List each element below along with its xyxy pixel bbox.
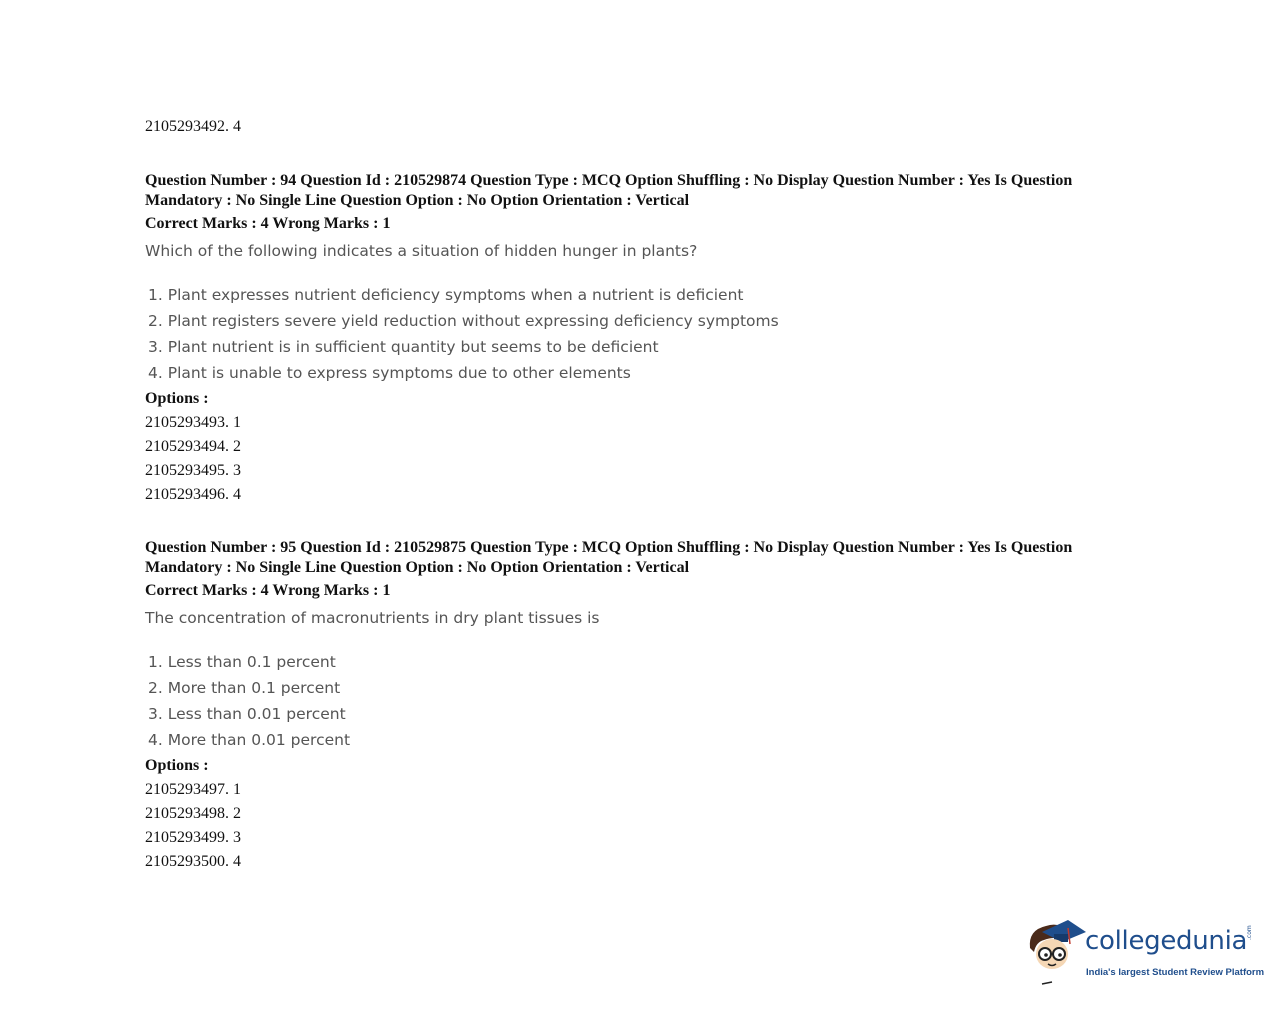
option-id: 2105293496. 4 <box>145 486 241 503</box>
answer-choice: 2. More than 0.1 percent <box>148 679 341 697</box>
option-id: 2105293500. 4 <box>145 853 241 870</box>
answer-choice: 2. Plant registers severe yield reduction without expressing deficiency symptoms <box>148 312 779 330</box>
question-meta-line: Mandatory : No Single Line Question Option : No Option Orientation : Vertical <box>145 559 690 576</box>
options-label: Options : <box>145 757 209 774</box>
options-label: Options : <box>145 390 209 407</box>
mascot-graduation-cap-icon <box>1024 918 1088 990</box>
question-marks: Correct Marks : 4 Wrong Marks : 1 <box>145 215 391 232</box>
answer-choice: 1. Plant expresses nutrient deficiency symptoms when a nutrient is deficient <box>148 286 744 304</box>
answer-choice: 4. Plant is unable to express symptoms due to other elements <box>148 364 631 382</box>
collegedunia-logo[interactable] <box>1024 918 1265 990</box>
answer-choice: 3. Less than 0.01 percent <box>148 705 346 723</box>
answer-choice: 1. Less than 0.1 percent <box>148 653 336 671</box>
question-text: Which of the following indicates a situation of hidden hunger in plants? <box>145 242 698 260</box>
option-id: 2105293493. 1 <box>145 414 241 431</box>
option-id: 2105293498. 2 <box>145 805 241 822</box>
question-marks: Correct Marks : 4 Wrong Marks : 1 <box>145 582 391 599</box>
answer-choice: 3. Plant nutrient is in sufficient quantity but seems to be deficient <box>148 338 659 356</box>
answer-choice: 4. More than 0.01 percent <box>148 731 351 749</box>
previous-option: 2105293492. 4 <box>145 118 241 135</box>
logo-domain-suffix: .com <box>1246 925 1253 940</box>
logo-tagline: India's largest Student Review Platform <box>1086 967 1265 978</box>
option-id: 2105293495. 3 <box>145 462 241 479</box>
option-id: 2105293499. 3 <box>145 829 241 846</box>
question-meta-line: Question Number : 95 Question Id : 210529875 Question Type : MCQ Option Shuffling : No Display Question Number : Yes Is Question <box>145 539 1073 556</box>
logo-wordmark: collegedunia <box>1085 926 1248 956</box>
question-meta-line: Mandatory : No Single Line Question Option : No Option Orientation : Vertical <box>145 192 690 209</box>
question-meta-line: Question Number : 94 Question Id : 210529874 Question Type : MCQ Option Shuffling : No Display Question Number : Yes Is Question <box>145 172 1073 189</box>
option-id: 2105293494. 2 <box>145 438 241 455</box>
question-text: The concentration of macronutrients in dry plant tissues is <box>145 609 600 627</box>
option-id: 2105293497. 1 <box>145 781 241 798</box>
